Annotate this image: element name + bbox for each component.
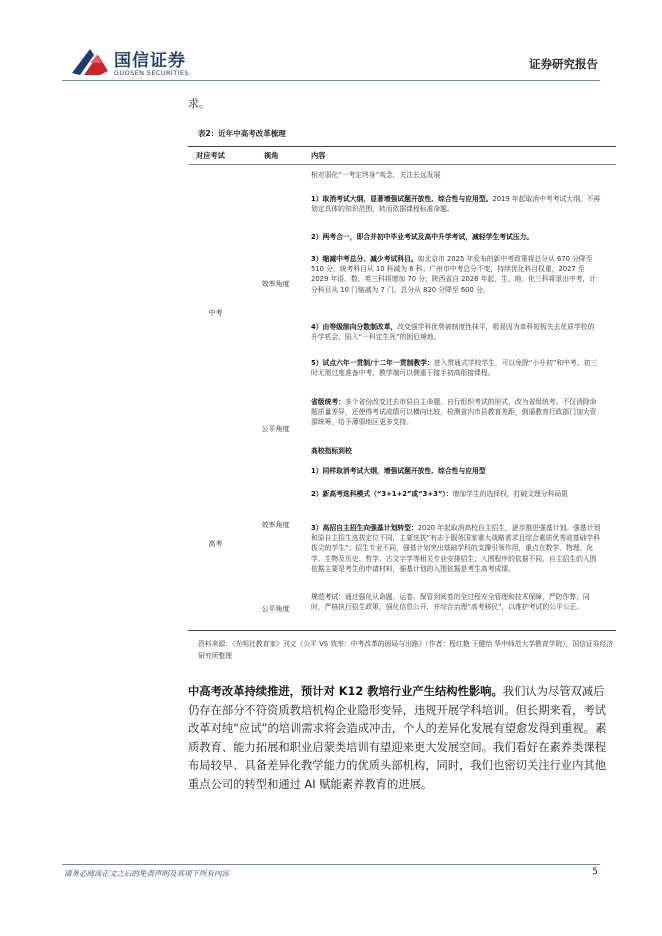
gk-item-2-title: 2）新高考选科模式（“3+1+2”或“3+3”）： [311, 490, 453, 498]
gk-item-3-body: 2020 年起取消高校自主招生，逐步推进强基计划。强基计划和原自主招生选拔定位不同，主要选拔“有志于服务国家重大战略需求且综合素质优秀或基础学科拔尖的学生”；招生专业不同，强基计划突出基础学科的支撑引领作用，重点在数学、物理、化学、生物及历史、哲学、古文字学等相关专业安排招生；入围程序的依据不同，自主招生的入围依据主要是考生的申请材料，强基计划的入围依据是考生高考成绩。 [311, 524, 601, 573]
gk-item-3-title: 3）高招自主招生向强基计划转型： [311, 524, 418, 532]
view-fairness-zk: 公平角度 [261, 425, 290, 433]
gk-item-3 [311, 523, 601, 574]
gk-item-2-body: 增加学生的选择权，打破文理分科局限 [452, 490, 569, 498]
th-content: 内容 [311, 151, 326, 160]
zk-item-2-title: 2）两考合一，即合并初中毕业考试及高中升学考试，减轻学生考试压力。 [311, 233, 534, 241]
header-divider [62, 80, 600, 81]
view-fairness-gk: 公平角度 [261, 605, 290, 613]
zk-item-1-title: 1）取消考试大纲，显著增强试题开放性、综合性与应用型。 [311, 195, 493, 203]
gk-item-1 [311, 466, 601, 476]
zk-item-6 [311, 397, 601, 428]
zk-item-2 [311, 232, 601, 242]
logo-text-cn: 国信证券 [114, 51, 186, 71]
body-paragraph [188, 683, 614, 794]
zk-item-6-body: 多个省份改变过去市县自主命题、自行组织考试的形式，改为省级统考。不仅消除命题质量差异，还使得考试成绩可以横向比较，检测省内市县教育差距，倒逼教育行政部门加大资源统筹，给予薄弱地区更多支持。 [311, 398, 597, 427]
zk-item-5-body: 进入贯通式学校学生，可以免除“小升初”和中考。初三时无需过度准备中考，教学端可以侧重于接手初高衔接课程。 [311, 359, 598, 378]
zk-item-4-body: 改变强学科优势被制度性抹平，极易因为单科短板失去优质学校的升学机会，陷入“一科定生死”的困厄境地。 [311, 323, 595, 342]
page-number: 5 [592, 867, 598, 877]
zk-item-3-title: 3）缩减中考总分、减少考试科目。 [311, 255, 418, 263]
zk-item-3-body: 如北京市 2025 年发布的新中考政策将总分从 670 分降至 510 分，统考科目从 10 科减为 6 科；广州市中考总分不变，持续优化科目权重，2027 至 2029 年语、数、英三科将增加 70 分；陕西省自 2026 年起，生、地、化三科将退出中考，计分科目从 10 门缩减为 7 门，总分从 820 分降至 600 分。 [311, 255, 597, 294]
gk-item-0 [311, 446, 601, 456]
exam-zhongkao: 中考 [208, 309, 223, 317]
view-efficiency-zk: 效率角度 [261, 280, 290, 288]
exam-gaokao: 高考 [208, 540, 223, 548]
report-type-label: 证券研究报告 [529, 57, 598, 71]
intro-text-tail: 求。 [188, 97, 210, 110]
table-caption: 表2：近年中高考改革梳理 [198, 129, 286, 138]
zk-item-4-title: 4）由等级制向分数制改革， [311, 323, 398, 331]
gk-item-4-body: 通过强化从命题、运卷、保管到阅卷的全过程安全管理和技术保障，严防作弊；同时，严格执行招生政策，强化信息公开，并综合治理“高考移民”，以维护考试的公平公正。 [311, 593, 590, 612]
paragraph-lead: 中高考改革持续推进，预计对 K12 教培行业产生结构性影响。 [188, 685, 503, 698]
disclaimer-text: 请务必阅读正文之后的免责声明及其项下所有内容 [64, 869, 229, 878]
guosen-logo-icon [70, 45, 110, 79]
table-header-rule [188, 164, 616, 165]
table-source-note: 资料来源：《光明社教育家》刊文《公平 VS 效率：中考改革的困局与出路》（作者：程红艳 王健怡 华中师范大学教育学院），国信证券经济研究所整理 [198, 640, 614, 660]
view-efficiency-gk: 效率角度 [261, 521, 290, 529]
logo-text-en: GUOSEN SECURITIES [114, 69, 189, 77]
zk-item-4 [311, 322, 601, 342]
paragraph-body: 我们认为尽管双减后仍存在部分不符资质教培机构企业隐形变异，违规开展学科培训。但长期来看，考试改革对纯“应试”的培训需求将会造成冲击，个人的差异化发展有望愈发得到重视。素质教育、能力拓展和职业启蒙类培训有望迎来更大发展空间。我们看好在素养类课程布局较早、具备差异化教学能力的优质头部机构，同时，我们也密切关注行业内其他重点公司的转型和通过 AI 赋能素养教育的进展。 [188, 685, 607, 791]
footer-divider [62, 864, 600, 865]
gk-item-4-title: 规范考试： [311, 593, 345, 601]
gk-item-0-title: 高校指标到校 [311, 447, 352, 455]
zk-item-5 [311, 358, 601, 378]
gk-item-4 [311, 592, 601, 612]
zk-item-3 [311, 254, 601, 295]
zk-note: 相对弱化“一考定终身”观念，关注长远发展 [311, 171, 441, 179]
table-top-rule [188, 146, 616, 147]
table-bottom-rule [188, 630, 616, 631]
zk-item-1-body: 2019 年起取消中考考试大纲，不再划定具体的知识范围，转而依据课程标准命题。 [311, 195, 601, 214]
th-exam: 对应考试 [196, 151, 225, 160]
gk-item-2 [311, 489, 601, 499]
gk-item-1-title: 1）同样取消考试大纲，增强试题开放性、综合性与应用型 [311, 467, 486, 475]
zk-item-1 [311, 194, 601, 214]
zk-item-6-title: 省级统考： [311, 398, 345, 406]
th-view: 视角 [264, 151, 279, 160]
zk-item-5-title: 5）试点六年一贯制/十二年一贯制教学： [311, 359, 434, 367]
